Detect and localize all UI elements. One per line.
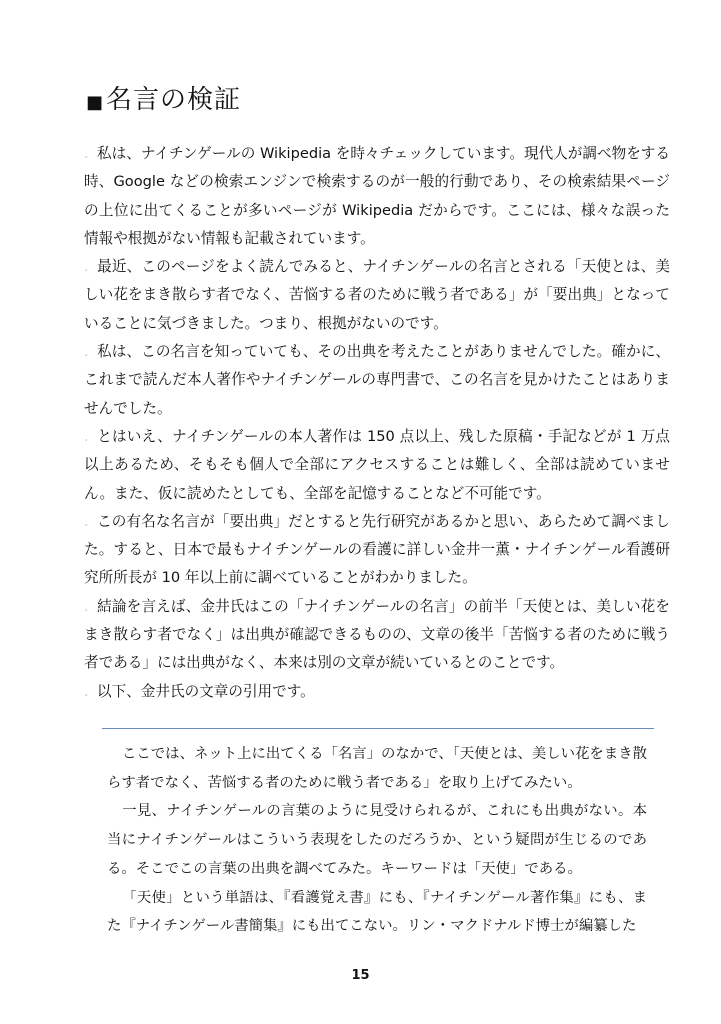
paragraph: . 結論を言えば、金井氏はこの「ナイチンゲールの名言」の前半「天使とは、美しい花をまき散らす者でなく」は出典が確認できるものの、文章の後半「苦悩する者のために戦う者である」には出典がなく、本来は別の文章が続いているとのことです。 <box>84 597 670 672</box>
quote-divider <box>102 728 654 729</box>
section-title-text: 名言の検証 <box>106 85 242 115</box>
quote-paragraph: ここでは、ネット上に出てくる「名言」のなかで、「天使とは、美しい花をまき散らす者でなく、苦悩する者のために戦う者である」を取り上げてみたい。 <box>107 746 647 791</box>
paragraph: . 私は、ナイチンゲールの Wikipedia を時々チェックしています。現代人が調べ物をする時、Google などの検索エンジンで検索するのが一般的行動であり、その検索結果ページの上位に出てくることが多いページが Wikipedia だからです。ここには、様々な誤った情報や根拠がない情報も記載されています。 <box>84 145 670 247</box>
paragraph: . とはいえ、ナイチンゲールの本人著作は 150 点以上、残した原稿・手記などが 1 万点以上あるため、そもそも個人で全部にアクセスすることは難しく、全部は読めていません。また、仮に読めたとしても、全部を記憶することなど不可能です。 <box>84 427 670 502</box>
body-text <box>84 140 670 706</box>
page-number: 15 <box>351 968 370 983</box>
section-title <box>86 84 241 119</box>
paragraph: . 最近、このページをよく読んでみると、ナイチンゲールの名言とされる「天使とは、美しい花をまき散らす者でなく、苦悩する者のために戦う者である」が「要出典」となっていることに気づきました。つまり、根拠がないのです。 <box>84 258 670 332</box>
paragraph: . この有名な名言が「要出典」だとすると先行研究があるかと思い、あらためて調べました。すると、日本で最もナイチンゲールの看護に詳しい金井一薫・ナイチンゲール看護研究所所長が 10 年以上前に調べていることがわかりました。 <box>84 512 670 587</box>
title-square-marker: ■ <box>86 92 105 113</box>
quote-paragraph: 「天使」という単語は、『看護覚え書』にも、『ナイチンゲール著作集』にも、また『ナイチンゲール書簡集』にも出てこない。リン・マクドナルド博士が編纂した <box>107 889 647 935</box>
quote-block <box>107 740 647 941</box>
paragraph: . 私は、この名言を知っていても、その出典を考えたことがありませんでした。確かに、これまで読んだ本人著作やナイチンゲールの専門書で、この名言を見かけたことはありませんでした。 <box>84 343 670 417</box>
paragraph: . 以下、金井氏の文章の引用です。 <box>84 682 315 700</box>
quote-paragraph: 一見、ナイチンゲールの言葉のように見受けられるが、これにも出典がない。本当にナイチンゲールはこういう表現をしたのだろうか、という疑問が生じるのである。そこでこの言葉の出典を調べてみた。キーワードは「天使」である。 <box>107 803 647 877</box>
